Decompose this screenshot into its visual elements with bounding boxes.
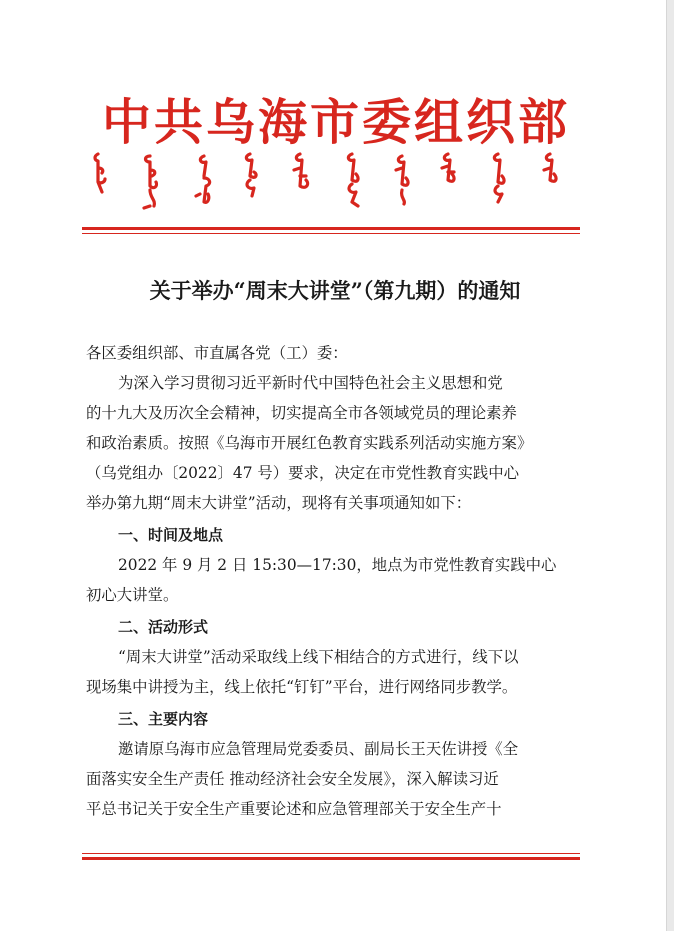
paragraph-line: 举办第九期“周末大讲堂”活动，现将有关事项通知如下： [86,494,472,512]
viewer-margin [666,0,674,931]
document-title: 关于举办“周末大讲堂”（第九期）的通知 [149,278,521,303]
paragraph-line: 平总书记关于安全生产重要论述和应急管理部关于安全生产十 [86,800,502,818]
header-rule-thin [82,233,580,234]
paragraph-line: 的十九大及历次全会精神，切实提高全市各领域党员的理论素养 [86,404,517,422]
salutation: 各区委组织部、市直属各党（工）委： [86,344,348,362]
section-heading-format: 二、活动形式 [118,618,209,636]
mongolian-script-icon [88,146,580,218]
paragraph-line: 为深入学习贯彻习近平新时代中国特色社会主义思想和党 [118,374,503,392]
section-heading-time-place: 一、时间及地点 [118,526,224,544]
footer-rule-thick [82,857,580,860]
paragraph-line: “周末大讲堂”活动采取线上线下相结合的方式进行，线下以 [118,648,519,666]
paragraph-line: 和政治素质。按照《乌海市开展红色教育实践系列活动实施方案》 [86,434,533,452]
mongolian-script-logo [88,146,580,218]
paragraph-line: 现场集中讲授为主，线上依托“钉钉”平台，进行网络同步教学。 [86,678,518,696]
footer-rule-thin [82,853,580,854]
paragraph-line: （乌党组办〔2022〕47 号）要求，决定在市党性教育实践中心 [86,464,520,482]
org-name-heading: 中共乌海市委组织部 [101,93,570,151]
paragraph-line: 初心大讲堂。 [86,586,179,604]
section-heading-content: 三、主要内容 [118,710,209,728]
paragraph-line: 面落实安全生产责任 推动经济社会安全发展》，深入解读习近 [86,770,499,788]
header-rule-thick [82,227,580,230]
paragraph-line: 邀请原乌海市应急管理局党委委员、副局长王天佐讲授《全 [118,740,519,758]
paragraph-line: 2022 年 9 月 2 日 15:30—17:30，地点为市党性教育实践中心 [118,556,557,574]
